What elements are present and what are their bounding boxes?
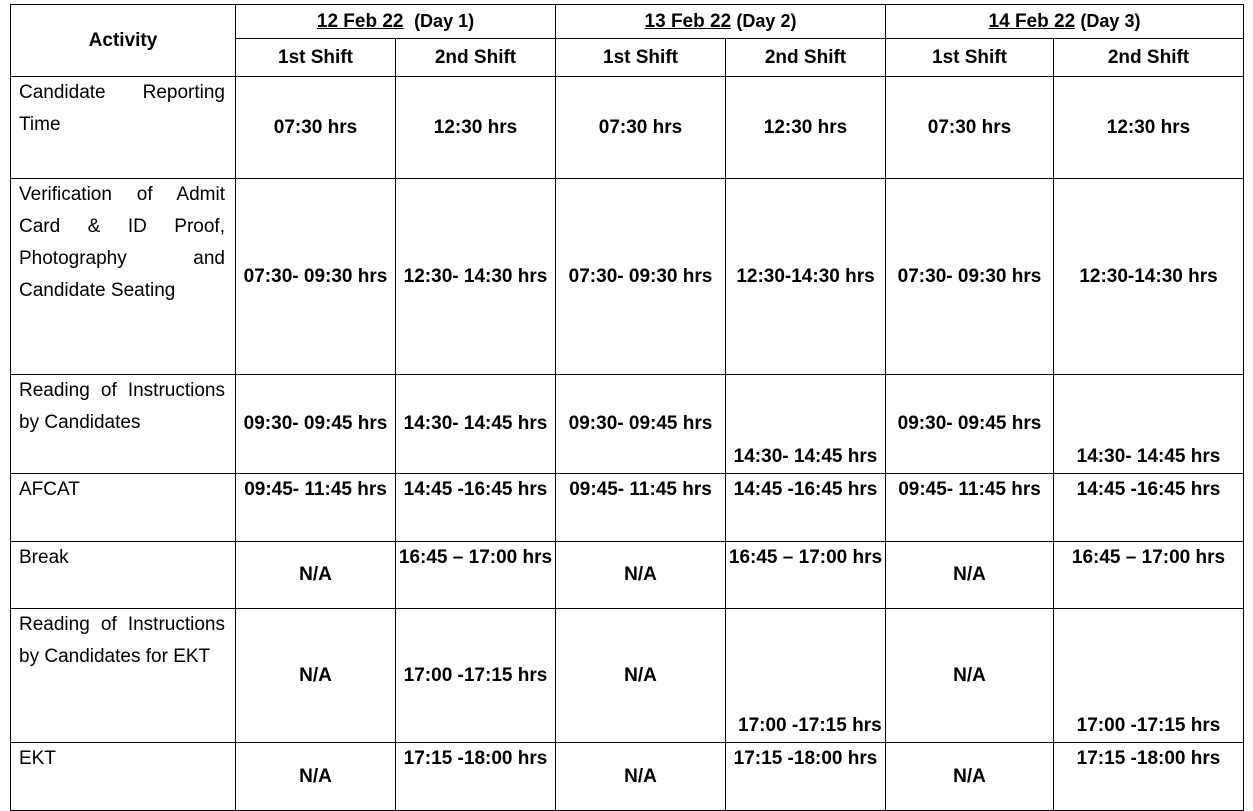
day-header xyxy=(556,5,886,39)
activity-cell: EKT xyxy=(11,743,236,811)
time-cell: N/A xyxy=(236,609,396,743)
date-label: 12 Feb 22 xyxy=(316,11,404,32)
shift-header: 2nd Shift xyxy=(1054,39,1244,77)
activity-cell: Break xyxy=(11,542,236,609)
time-cell: N/A xyxy=(556,743,726,811)
time-cell: 16:45 – 17:00 hrs xyxy=(396,542,556,609)
time-cell: 16:45 – 17:00 hrs xyxy=(726,542,886,609)
time-cell: 17:00 -17:15 hrs xyxy=(726,609,886,743)
day-header xyxy=(886,5,1244,39)
activity-header: Activity xyxy=(11,5,236,77)
time-cell: N/A xyxy=(886,743,1054,811)
time-cell: 09:45- 11:45 hrs xyxy=(886,474,1054,542)
shift-header: 1st Shift xyxy=(886,39,1054,77)
time-cell: 12:30- 14:30 hrs xyxy=(396,179,556,375)
activity-cell: Reading of Instructions by Candidates for EKT xyxy=(11,609,236,743)
time-cell: 09:30- 09:45 hrs xyxy=(886,375,1054,474)
table-row xyxy=(11,375,1244,474)
day-label: (Day 1) xyxy=(414,11,475,31)
time-cell: 14:45 -16:45 hrs xyxy=(1054,474,1244,542)
time-cell: 07:30- 09:30 hrs xyxy=(886,179,1054,375)
time-cell: 14:45 -16:45 hrs xyxy=(396,474,556,542)
time-cell: 07:30- 09:30 hrs xyxy=(236,179,396,375)
date-label: 13 Feb 22 xyxy=(644,11,732,32)
time-cell: 14:30- 14:45 hrs xyxy=(1054,375,1244,474)
time-cell: 09:30- 09:45 hrs xyxy=(556,375,726,474)
time-cell: 12:30 hrs xyxy=(1054,77,1244,179)
shift-header: 2nd Shift xyxy=(396,39,556,77)
table-row xyxy=(11,609,1244,743)
time-cell: 07:30 hrs xyxy=(556,77,726,179)
time-cell: 14:30- 14:45 hrs xyxy=(396,375,556,474)
day-header xyxy=(236,5,556,39)
table-row xyxy=(11,542,1244,609)
activity-cell: Verification of Admit Card & ID Proof, Photography and Candidate Seating xyxy=(11,179,236,375)
time-cell: 17:15 -18:00 hrs xyxy=(726,743,886,811)
time-cell: N/A xyxy=(886,542,1054,609)
time-cell: N/A xyxy=(886,609,1054,743)
time-cell: 07:30 hrs xyxy=(236,77,396,179)
shift-header: 1st Shift xyxy=(236,39,396,77)
time-cell: 09:45- 11:45 hrs xyxy=(556,474,726,542)
time-cell: 14:45 -16:45 hrs xyxy=(726,474,886,542)
time-cell: 16:45 – 17:00 hrs xyxy=(1054,542,1244,609)
time-cell: N/A xyxy=(236,542,396,609)
table-row xyxy=(11,179,1244,375)
day-label: (Day 2) xyxy=(736,11,797,31)
table-row xyxy=(11,743,1244,811)
shift-header: 1st Shift xyxy=(556,39,726,77)
time-cell: 12:30 hrs xyxy=(726,77,886,179)
time-cell: 14:30- 14:45 hrs xyxy=(726,375,886,474)
day-label: (Day 3) xyxy=(1080,11,1141,31)
time-cell: 07:30 hrs xyxy=(886,77,1054,179)
time-cell: 09:30- 09:45 hrs xyxy=(236,375,396,474)
time-cell: 09:45- 11:45 hrs xyxy=(236,474,396,542)
activity-cell: Candidate Reporting Time xyxy=(11,77,236,179)
activity-cell: Reading of Instructions by Candidates xyxy=(11,375,236,474)
time-cell: 07:30- 09:30 hrs xyxy=(556,179,726,375)
time-cell: 12:30-14:30 hrs xyxy=(1054,179,1244,375)
time-cell: 12:30-14:30 hrs xyxy=(726,179,886,375)
table-row xyxy=(11,77,1244,179)
time-cell: 17:00 -17:15 hrs xyxy=(396,609,556,743)
time-cell: 12:30 hrs xyxy=(396,77,556,179)
shift-header: 2nd Shift xyxy=(726,39,886,77)
time-cell: N/A xyxy=(236,743,396,811)
activity-cell: AFCAT xyxy=(11,474,236,542)
time-cell: 17:15 -18:00 hrs xyxy=(396,743,556,811)
time-cell: N/A xyxy=(556,542,726,609)
time-cell: 17:15 -18:00 hrs xyxy=(1054,743,1244,811)
table-row xyxy=(11,474,1244,542)
time-cell: 17:00 -17:15 hrs xyxy=(1054,609,1244,743)
schedule-table xyxy=(10,4,1244,811)
date-label: 14 Feb 22 xyxy=(988,11,1076,32)
time-cell: N/A xyxy=(556,609,726,743)
